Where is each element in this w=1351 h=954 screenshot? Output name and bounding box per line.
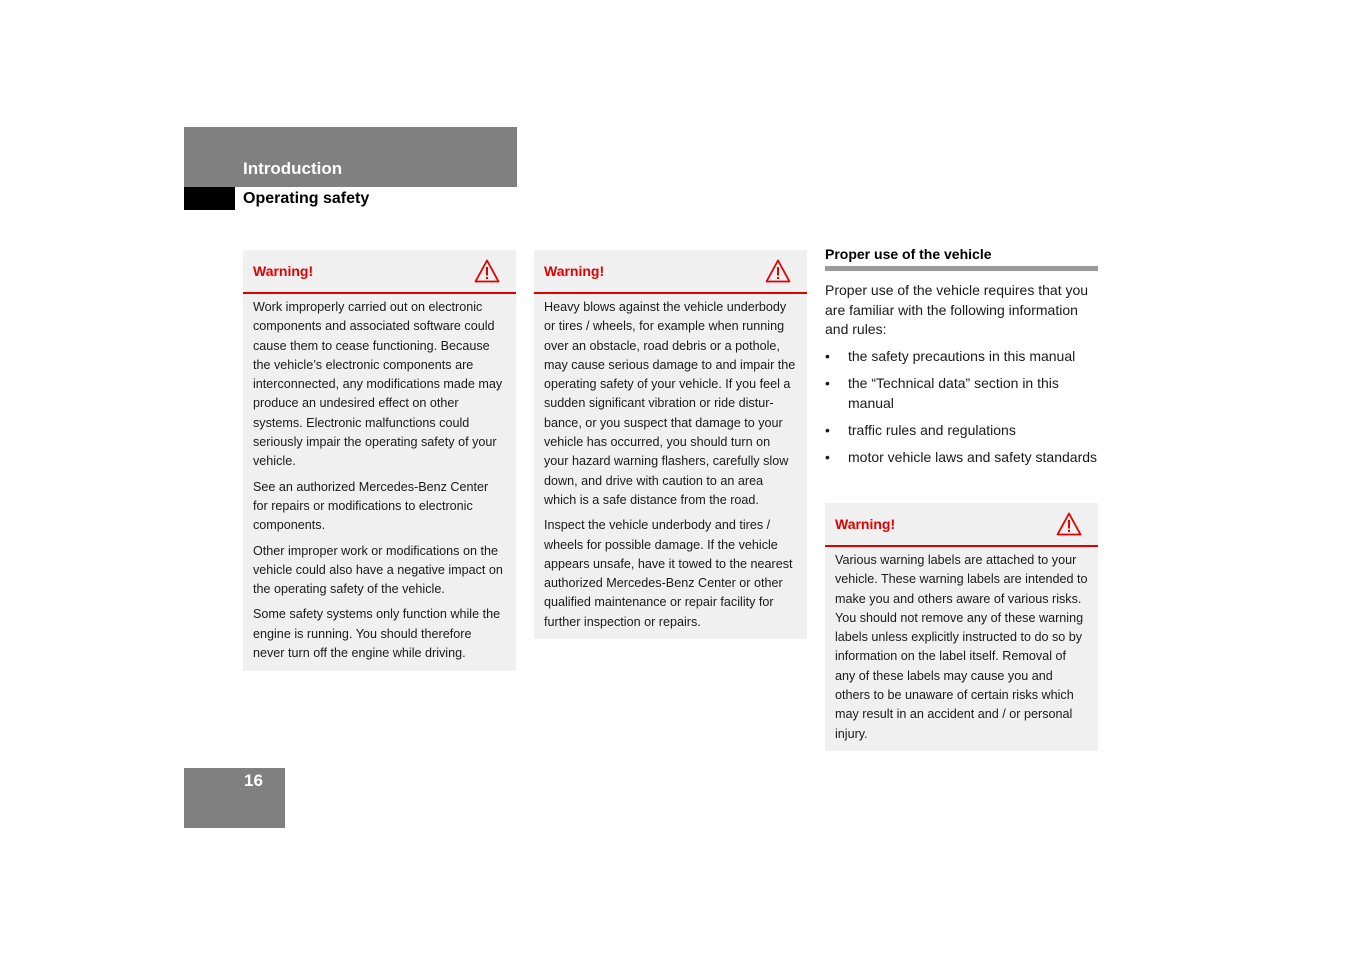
list-item-text: the “Technical data” section in this manual bbox=[848, 375, 1059, 411]
warning-paragraph: Other improper work or modifications on the vehicle could also have a negative impact on the operating safety of the vehicle. bbox=[253, 543, 503, 597]
list-item bbox=[825, 421, 1098, 441]
warning-paragraph: Heavy blows against the vehicle underbody or tires / wheels, for example when running over an obstacle, road debris or a pothole, may cause serious damage to and impair the operating safety of your vehicle. If you feel a sudden significant vibration or ride distur-bance, or you suspect that damage to your vehicle has occurred, you should turn on your hazard warning flashers, carefully slow down, and drive with caution to an area which is a safe distance from the road. bbox=[544, 300, 796, 507]
list-item bbox=[825, 448, 1098, 468]
list-item-text: motor vehicle laws and safety standards bbox=[848, 448, 1098, 465]
warning-triangle-icon bbox=[1056, 512, 1082, 536]
section-title: Operating safety bbox=[243, 190, 370, 207]
warning-triangle-icon bbox=[765, 259, 791, 283]
warning-body bbox=[243, 294, 516, 673]
warning-paragraph: Work improperly carried out on electronic components and associated software could cause them to cease functioning. Because the vehicle’s electronic components are interconnected, any modifications made may produce an undesired effect on other systems. Electronic malfunctions could seriously impair the operating safety of your vehicle. bbox=[253, 300, 503, 469]
bullet-glyph: • bbox=[825, 375, 830, 391]
warning-box-labels bbox=[825, 503, 1098, 751]
proper-use-heading: Proper use of the vehicle bbox=[825, 246, 1098, 271]
list-item-text: traffic rules and regulations bbox=[848, 421, 1016, 438]
page-number-block bbox=[184, 768, 285, 828]
bullet-glyph: • bbox=[825, 448, 830, 465]
warning-label: Warning! bbox=[835, 516, 896, 532]
list-item bbox=[825, 374, 1098, 413]
warning-body bbox=[534, 294, 807, 642]
page-number: 16 bbox=[244, 771, 263, 790]
warning-header bbox=[243, 250, 516, 294]
bullet-glyph: • bbox=[825, 421, 830, 438]
warning-label: Warning! bbox=[544, 263, 605, 279]
list-item-text: the safety precautions in this manual bbox=[848, 348, 1076, 364]
warning-header bbox=[534, 250, 807, 294]
section-marker bbox=[184, 187, 235, 210]
warning-paragraph: See an authorized Mercedes-Benz Center for repairs or modifications to electronic components. bbox=[253, 479, 489, 533]
warning-paragraph: Inspect the vehicle underbody and tires / wheels for possible damage. If the vehicle appears unsafe, have it towed to the nearest authorized Mercedes-Benz Center or other qualified maintenance or repair facility for further inspection or repairs. bbox=[544, 518, 793, 629]
warning-label: Warning! bbox=[253, 263, 314, 279]
list-item bbox=[825, 347, 1098, 367]
warning-header bbox=[825, 503, 1098, 547]
bullet-glyph: • bbox=[825, 348, 830, 364]
chapter-header-block bbox=[184, 127, 517, 187]
warning-box-electronics bbox=[243, 250, 516, 671]
warning-box-underbody bbox=[534, 250, 807, 639]
proper-use-list bbox=[825, 347, 1098, 475]
warning-triangle-icon bbox=[474, 259, 500, 283]
chapter-title: Introduction bbox=[243, 159, 343, 178]
warning-paragraph: Some safety systems only function while the engine is running. You should therefore never turn off the engine while driving. bbox=[253, 607, 501, 661]
proper-use-intro: Proper use of the vehicle requires that you are familiar with the following information and rules: bbox=[825, 282, 1089, 337]
warning-body bbox=[825, 547, 1098, 754]
warning-paragraph: Various warning labels are attached to your vehicle. These warning labels are intended to make you and others aware of various risks. You should not remove any of these warning labels unless explicitly instructed to do so by information on the label itself. Removal of any of these labels may cause you and others to be unaware of certain risks which may result in an accident and / or personal injury. bbox=[835, 553, 1088, 741]
